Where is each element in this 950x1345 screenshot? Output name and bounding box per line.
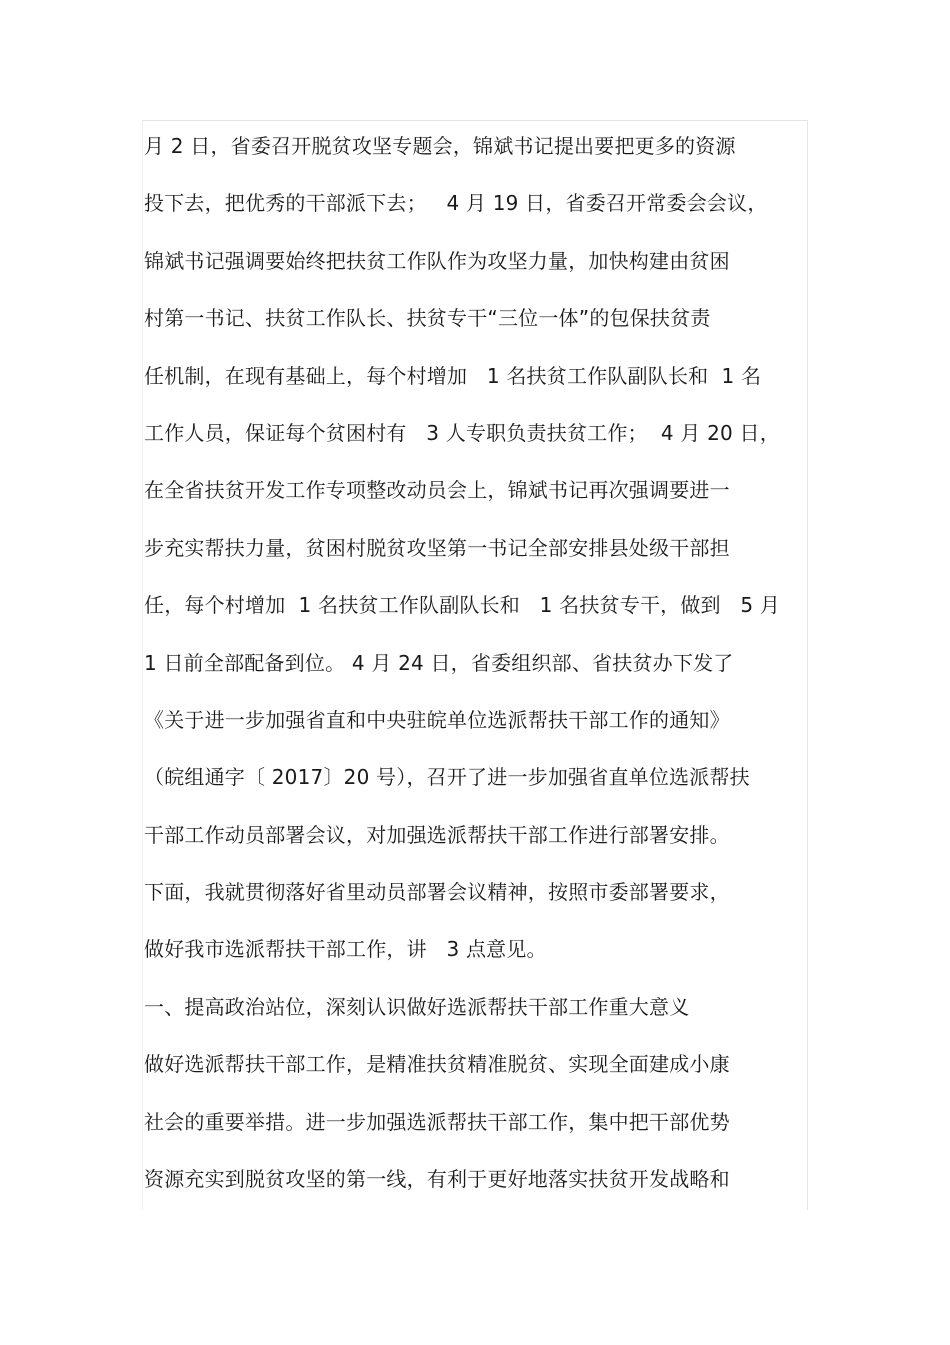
text-line: 在全省扶贫开发工作专项整改动员会上，锦斌书记再次强调要进一: [144, 478, 730, 503]
text-line: （皖组通字〔 2017〕20 号），召开了进一步加强省直单位选派帮扶: [144, 765, 750, 790]
section-heading: 一、提高政治站位，深刻认识做好选派帮扶干部工作重大意义: [144, 994, 690, 1019]
document-body: [144, 126, 804, 1216]
text-line: 步充实帮扶力量，贫困村脱贫攻坚第一书记全部安排县处级干部担: [144, 535, 730, 560]
text-line: 社会的重要举措。进一步加强选派帮扶干部工作，集中把干部优势: [144, 1109, 730, 1134]
text-line: 投下去，把优秀的干部派下去； 4 月 19 日，省委召开常委会会议，: [144, 191, 768, 216]
text-line: 村第一书记、扶贫工作队长、扶贫专干“三位一体”的包保扶贫责: [144, 306, 711, 331]
text-line: 干部工作动员部署会议，对加强选派帮扶干部工作进行部署安排。: [144, 822, 730, 847]
text-line: 资源充实到脱贫攻坚的第一线，有利于更好地落实扶贫开发战略和: [144, 1167, 730, 1192]
text-line: 任机制，在现有基础上，每个村增加 1 名扶贫工作队副队长和 1 名: [144, 363, 762, 388]
text-line: 《关于进一步加强省直和中央驻皖单位选派帮扶干部工作的通知》: [144, 707, 730, 732]
text-line: 锦斌书记强调要始终把扶贫工作队作为攻坚力量，加快构建由贫困: [144, 248, 730, 273]
text-line: 月 2 日，省委召开脱贫攻坚专题会，锦斌书记提出要把更多的资源: [144, 134, 736, 158]
text-line: 1 日前全部配备到位。 4 月 24 日，省委组织部、省扶贫办下发了: [144, 650, 734, 675]
text-line: 做好选派帮扶干部工作，是精准扶贫精准脱贫、实现全面建成小康: [144, 1052, 730, 1077]
text-line: 工作人员，保证每个贫困村有 3 人专职负责扶贫工作； 4 月 20 日，: [144, 420, 780, 445]
text-line: 做好我市选派帮扶干部工作，讲 3 点意见。: [144, 937, 547, 962]
text-line: 下面，我就贯彻落好省里动员部署会议精神，按照市委部署要求，: [144, 880, 730, 905]
text-line: 任，每个村增加 1 名扶贫工作队副队长和 1 名扶贫专干，做到 5 月: [144, 593, 781, 618]
